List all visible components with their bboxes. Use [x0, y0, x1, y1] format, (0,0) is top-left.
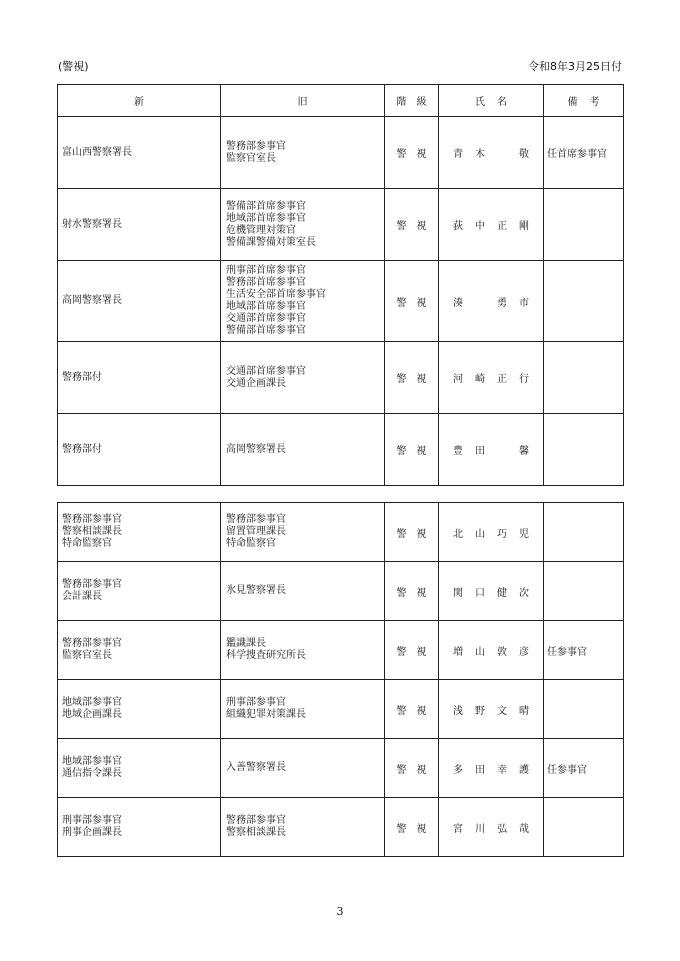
new-position-line: 富山西警察署長 — [62, 146, 132, 158]
old-position-line: 警務部参事官 — [226, 815, 286, 826]
old-position-line: 警務部参事官 — [226, 514, 286, 525]
old-position-cell — [221, 261, 385, 342]
old-position-line: 地域部首席参事官 — [226, 301, 306, 312]
old-position-line: 生活安全部首席参事官 — [226, 289, 326, 300]
new-position-line: 地域部参事官 — [62, 756, 122, 767]
note-cell: 任参事官 — [544, 739, 624, 798]
table-row — [58, 261, 624, 342]
name-cell: 北山巧児 — [439, 503, 544, 562]
new-position-line: 警務部付 — [62, 443, 102, 455]
old-position-line: 組織犯罪対策課長 — [226, 709, 306, 720]
name-cell: 宮川弘哉 — [439, 798, 544, 857]
page-number: 3 — [336, 905, 344, 918]
new-position-line: 警務部参事官 — [62, 579, 122, 590]
table-row — [58, 680, 624, 739]
new-position-line: 警務部付 — [62, 371, 102, 383]
table-row — [58, 503, 624, 562]
old-position-line: 警務部参事官 — [226, 140, 286, 152]
note-cell: 任参事官 — [544, 621, 624, 680]
new-position-line: 地域企画課長 — [62, 709, 122, 720]
table-header-row — [58, 85, 624, 117]
rank-cell: 警視 — [385, 117, 439, 189]
new-position-line: 刑事部参事官 — [62, 815, 122, 826]
table-row — [58, 621, 624, 680]
note-cell — [544, 798, 624, 857]
old-position-line: 警備部首席参事官 — [226, 325, 306, 336]
table-row — [58, 739, 624, 798]
table-row — [58, 117, 624, 189]
category-label: (警視) — [58, 60, 89, 73]
old-position-line: 警務部首席参事官 — [226, 277, 306, 288]
name-cell: 湊 勇市 — [439, 261, 544, 342]
old-position-line: 高岡警察署長 — [226, 443, 286, 455]
rank-cell: 警視 — [385, 414, 439, 486]
new-position-cell — [58, 798, 221, 857]
old-position-line: 交通部首席参事官 — [226, 365, 306, 377]
note-cell — [544, 342, 624, 414]
old-position-line: 警備課警備対策室長 — [226, 236, 316, 248]
new-position-line: 通信指令課長 — [62, 768, 122, 779]
new-position-cell — [58, 680, 221, 739]
name-cell: 関口健次 — [439, 562, 544, 621]
new-position-cell — [58, 261, 221, 342]
table-row — [58, 189, 624, 261]
rank-cell: 警視 — [385, 261, 439, 342]
name-cell: 河崎正行 — [439, 342, 544, 414]
old-position-cell — [221, 414, 385, 486]
header-note: 備考 — [544, 85, 624, 117]
header-new: 新 — [58, 85, 221, 117]
name-cell: 多田幸護 — [439, 739, 544, 798]
old-position-line: 入善警察署長 — [226, 762, 286, 773]
old-position-line: 監察官室長 — [226, 152, 276, 164]
new-position-cell — [58, 414, 221, 486]
rank-cell: 警視 — [385, 189, 439, 261]
table-row — [58, 342, 624, 414]
name-cell: 荻中正剛 — [439, 189, 544, 261]
old-position-line: 危機管理対策官 — [226, 224, 296, 236]
new-position-line: 高岡警察署長 — [62, 295, 122, 306]
old-position-line: 刑事部参事官 — [226, 697, 286, 708]
rank-cell: 警視 — [385, 798, 439, 857]
new-position-line: 特命監察官 — [62, 538, 112, 549]
name-cell: 増山敦彦 — [439, 621, 544, 680]
note-cell — [544, 680, 624, 739]
new-position-line: 警務部参事官 — [62, 514, 122, 525]
new-position-line: 刑事企画課長 — [62, 827, 122, 838]
new-position-cell — [58, 562, 221, 621]
header-rank: 階級 — [385, 85, 439, 117]
new-position-cell — [58, 342, 221, 414]
new-position-line: 監察官室長 — [62, 650, 112, 661]
note-cell — [544, 414, 624, 486]
old-position-cell — [221, 680, 385, 739]
old-position-line: 警備部首席参事官 — [226, 200, 306, 212]
old-position-cell — [221, 117, 385, 189]
note-cell — [544, 503, 624, 562]
table-row — [58, 562, 624, 621]
header-name: 氏名 — [439, 85, 544, 117]
issue-date: 令和8年3月25日付 — [528, 60, 622, 73]
old-position-line: 鑑識課長 — [226, 638, 266, 649]
old-position-line: 留置管理課長 — [226, 526, 286, 537]
rank-cell: 警視 — [385, 621, 439, 680]
header-old: 旧 — [221, 85, 385, 117]
personnel-table-2 — [57, 502, 624, 857]
old-position-line: 交通部首席参事官 — [226, 313, 306, 324]
old-position-cell — [221, 189, 385, 261]
old-position-cell — [221, 621, 385, 680]
old-position-line: 交通企画課長 — [226, 377, 286, 389]
old-position-cell — [221, 503, 385, 562]
old-position-line: 地域部首席参事官 — [226, 212, 306, 224]
note-cell — [544, 189, 624, 261]
new-position-cell — [58, 117, 221, 189]
old-position-line: 特命監察官 — [226, 538, 276, 549]
name-cell: 浅野文晴 — [439, 680, 544, 739]
old-position-cell — [221, 562, 385, 621]
name-cell: 豊田 馨 — [439, 414, 544, 486]
rank-cell: 警視 — [385, 739, 439, 798]
rank-cell: 警視 — [385, 680, 439, 739]
old-position-line: 科学捜査研究所長 — [226, 650, 306, 661]
new-position-cell — [58, 739, 221, 798]
rank-cell: 警視 — [385, 342, 439, 414]
old-position-line: 警察相談課長 — [226, 827, 286, 838]
new-position-line: 警察相談課長 — [62, 526, 122, 537]
new-position-line: 地域部参事官 — [62, 697, 122, 708]
old-position-line: 刑事部首席参事官 — [226, 265, 306, 276]
table-row — [58, 798, 624, 857]
rank-cell: 警視 — [385, 503, 439, 562]
new-position-cell — [58, 503, 221, 562]
name-cell: 青木 敬 — [439, 117, 544, 189]
new-position-line: 警務部参事官 — [62, 638, 122, 649]
note-cell — [544, 562, 624, 621]
note-cell — [544, 261, 624, 342]
new-position-cell — [58, 189, 221, 261]
old-position-cell — [221, 739, 385, 798]
rank-cell: 警視 — [385, 562, 439, 621]
table-row — [58, 414, 624, 486]
old-position-line: 氷見警察署長 — [226, 585, 286, 596]
old-position-cell — [221, 798, 385, 857]
note-cell: 任首席参事官 — [544, 117, 624, 189]
old-position-cell — [221, 342, 385, 414]
personnel-table-1 — [57, 84, 624, 486]
new-position-cell — [58, 621, 221, 680]
new-position-line: 射水警察署長 — [62, 218, 122, 230]
new-position-line: 会計課長 — [62, 591, 102, 602]
